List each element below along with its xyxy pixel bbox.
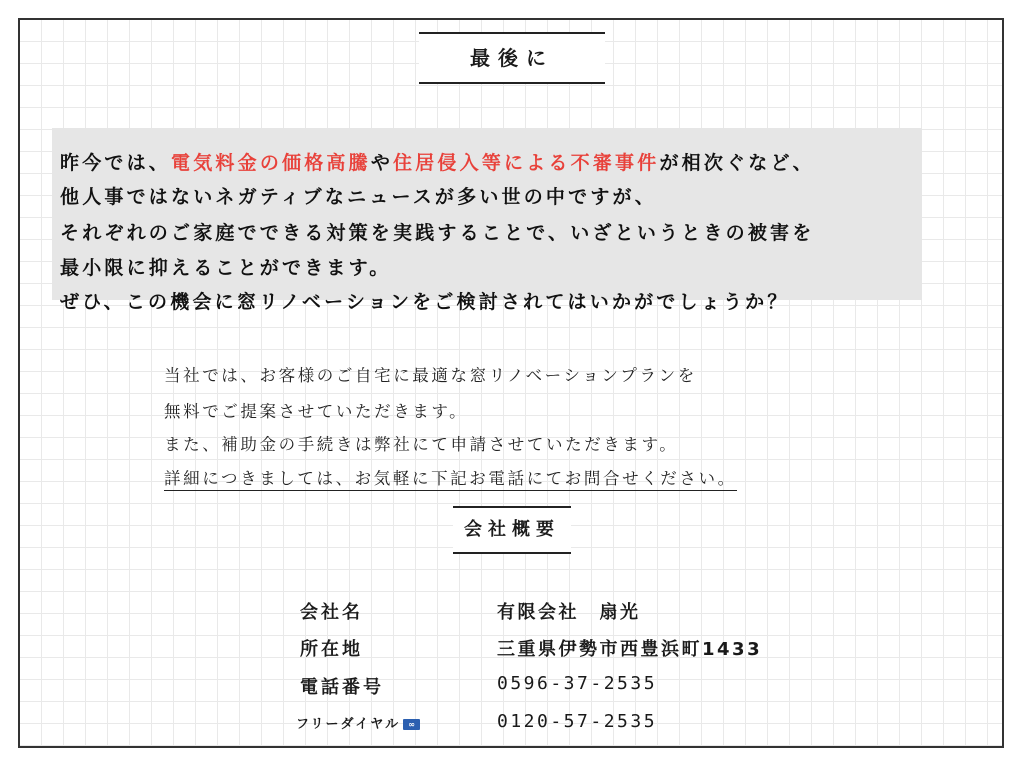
intro-red-text: 電気料金の価格高騰 bbox=[171, 152, 371, 174]
freedial-icon: ∞ bbox=[403, 719, 420, 730]
value-phone: 0596-37-2535 bbox=[497, 673, 658, 694]
offer-line-4: 詳細につきましては、お気軽に下記お電話にてお問合せください。 bbox=[164, 465, 737, 491]
label-address: 所在地 bbox=[300, 639, 363, 660]
intro-line-2: 他人事ではないネガティブなニュースが多い世の中ですが、 bbox=[60, 186, 657, 208]
intro-text: 昨今では、 bbox=[60, 152, 172, 174]
intro-line-5: ぜひ、この機会に窓リノベーションをご検討されてはいかがでしょうか？ bbox=[60, 291, 790, 313]
intro-red-text: 住居侵入等による不審事件 bbox=[393, 152, 660, 174]
label-freedial bbox=[296, 713, 420, 732]
page-title: 最後に bbox=[419, 32, 605, 84]
intro-text: や bbox=[370, 152, 394, 174]
intro-text: が相次ぐなど、 bbox=[659, 152, 815, 174]
value-address: 三重県伊勢市西豊浜町1433 bbox=[497, 639, 763, 660]
intro-line-4: 最小限に抑えることができます。 bbox=[60, 257, 392, 279]
value-freedial: 0120-57-2535 bbox=[497, 711, 658, 732]
intro-line-1 bbox=[60, 148, 815, 175]
company-heading: 会社概要 bbox=[453, 506, 571, 554]
offer-line-3: また、補助金の手続きは弊社にて申請させていただきます。 bbox=[164, 435, 679, 454]
freedial-label-text: フリーダイヤル bbox=[296, 717, 401, 732]
label-company-name: 会社名 bbox=[300, 602, 363, 623]
value-company-name: 有限会社 扇光 bbox=[497, 602, 641, 623]
offer-line-1: 当社では、お客様のご自宅に最適な窓リノベーションプランを bbox=[164, 366, 697, 385]
label-phone: 電話番号 bbox=[300, 677, 384, 698]
offer-line-2: 無料でご提案させていただきます。 bbox=[164, 402, 469, 421]
intro-line-3: それぞれのご家庭でできる対策を実践することで、いざというときの被害を bbox=[60, 222, 815, 244]
